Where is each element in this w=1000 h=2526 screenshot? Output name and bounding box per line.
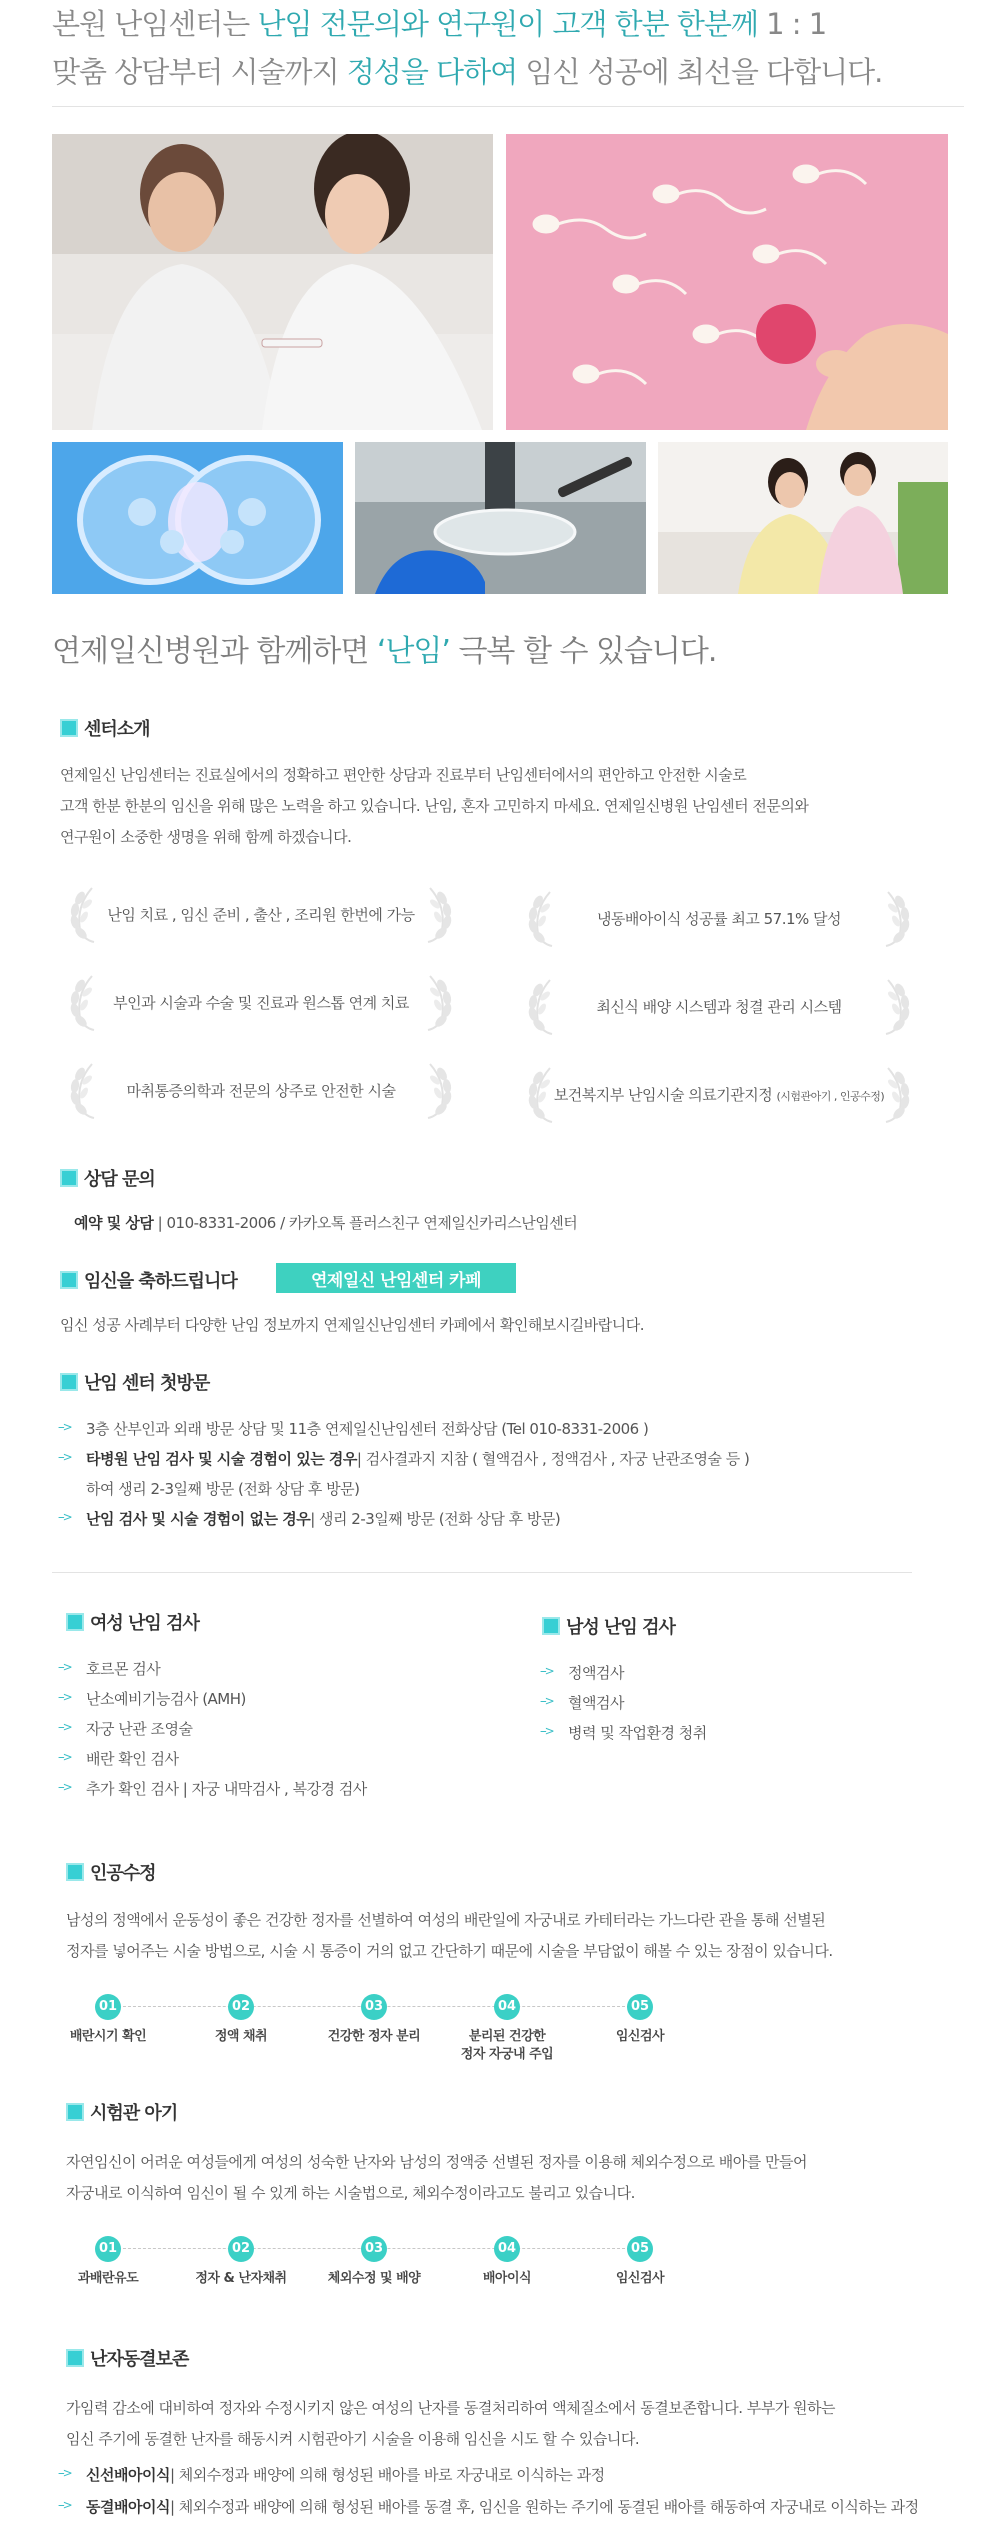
step-number: 05 <box>627 1994 653 2020</box>
congrats-text: 임신 성공 사례부터 다양한 난임 정보까지 연제일신난임센터 카페에서 확인해보시길바랍니다. <box>60 1316 645 1334</box>
laurel-right-icon <box>424 972 456 1032</box>
double-arrow-icon: --> <box>58 1510 71 1524</box>
step-label: 정자 & 난자채취 <box>195 2271 287 2286</box>
double-arrow-icon: --> <box>58 2466 71 2480</box>
section-heading-first-visit: 난임 센터 첫방문 <box>60 1370 209 1394</box>
step-label: 과배란유도 <box>77 2271 139 2286</box>
laurel-left-icon <box>66 1060 98 1120</box>
list-item: --> 자궁 난관 조영술 <box>58 1720 193 1738</box>
list-item: --> 호르몬 검사 <box>58 1660 161 1678</box>
iui-steps <box>0 1994 1000 2064</box>
double-arrow-icon: --> <box>58 2498 71 2512</box>
double-arrow-icon: --> <box>58 1420 71 1434</box>
square-bullet-icon <box>66 1863 84 1881</box>
double-arrow-icon: --> <box>58 1780 71 1794</box>
list-item: --> 난임 검사 및 시술 경험이 없는 경우 | 생리 2-3일째 방문 (전화 상담 후 방문) <box>58 1510 561 1528</box>
step-label: 정액 채취 <box>214 2029 268 2044</box>
feature-badge <box>524 976 914 1036</box>
center-description: 연제일신 난임센터는 진료실에서의 정확하고 편안한 상담과 진료부터 난임센터에서의 편안하고 안전한 시술로 고객 한분 한분의 임신을 위해 많은 노력을 하고 있습니다. 난임, 혼자 고민하지 마세요. 연제일신병원 난임센터 전문의와 연구원이 소중한 생명을 위해 함께 하겠습니다. <box>60 766 809 846</box>
step-label: 분리된 건강한 정자 자궁내 주입 <box>460 2029 554 2062</box>
section-heading-male-test: 남성 난임 검사 <box>542 1614 675 1638</box>
section-heading-female-test: 여성 난임 검사 <box>66 1610 199 1634</box>
list-item: --> 동결배아이식 | 체외수정과 배양에 의해 형성된 배아를 동결 후, 임신을 원하는 주기에 동결된 배아를 해동하여 자궁내로 이식하는 과정 <box>58 2498 919 2516</box>
process-step <box>309 2236 439 2288</box>
process-step <box>575 1994 705 2046</box>
list-item: --> 추가 확인 검사 | 자궁 내막검사 , 복강경 검사 <box>58 1780 367 1798</box>
feature-badge <box>66 972 456 1032</box>
list-item: 하여 생리 2-3일째 방문 (전화 상담 후 방문) <box>86 1480 360 1498</box>
square-bullet-icon <box>542 1617 560 1635</box>
double-arrow-icon: --> <box>540 1724 553 1738</box>
step-number: 02 <box>228 1994 254 2020</box>
laurel-left-icon <box>524 888 556 948</box>
laurel-left-icon <box>524 1064 556 1124</box>
square-bullet-icon <box>60 719 78 737</box>
photo-embryo-cells <box>52 442 343 594</box>
divider <box>52 1572 912 1573</box>
first-visit-list <box>58 1418 749 1538</box>
photo-lab-petri-dish <box>355 442 646 594</box>
square-bullet-icon <box>60 1169 78 1187</box>
process-step <box>176 1994 306 2046</box>
laurel-right-icon <box>424 1060 456 1120</box>
double-arrow-icon: --> <box>58 1660 71 1674</box>
feature-badge <box>524 1064 914 1124</box>
process-step <box>43 1994 173 2046</box>
process-step <box>442 2236 572 2288</box>
feature-badge-label: 부인과 시술과 수술 및 진료과 원스톱 연계 치료 <box>113 993 409 1012</box>
step-number: 03 <box>361 2236 387 2262</box>
step-label: 배아이식 <box>482 2271 532 2286</box>
double-arrow-icon: --> <box>58 1720 71 1734</box>
egg-freeze-description: 가임력 감소에 대비하여 정자와 수정시키지 않은 여성의 난자를 동결처리하여 액체질소에서 동결보존합니다. 부부가 원하는 임신 주기에 동결한 난자를 해동시켜 시험관아기 시술을 이용해 임신을 시도 할 수 있습니다. <box>66 2399 835 2448</box>
double-arrow-icon: --> <box>58 1450 71 1464</box>
list-item: --> 병력 및 작업환경 청취 <box>540 1724 707 1742</box>
step-label: 임신검사 <box>615 2029 665 2044</box>
step-number: 01 <box>95 1994 121 2020</box>
step-label: 임신검사 <box>615 2271 665 2286</box>
list-item: --> 3층 산부인과 외래 방문 상담 및 11층 연제일신난임센터 전화상담 (Tel 010-8331-2006 ) <box>58 1420 649 1438</box>
section-heading-congrats: 임신을 축하드립니다 <box>60 1268 237 1292</box>
feature-badge-label: 최신식 배양 시스템과 청결 관리 시스템 <box>596 997 842 1016</box>
feature-badge <box>524 888 914 948</box>
step-label: 건강한 정자 분리 <box>327 2029 421 2044</box>
section-heading-consult: 상담 문의 <box>60 1166 155 1190</box>
feature-badge-label: 난임 치료 , 임신 준비 , 출산 , 조리원 한번에 가능 <box>107 905 415 924</box>
feature-badge <box>66 1060 456 1120</box>
list-item: --> 혈액검사 <box>540 1694 624 1712</box>
male-test-list <box>540 1662 707 1752</box>
list-item: --> 배란 확인 검사 <box>58 1750 179 1768</box>
section-heading-center: 센터소개 <box>60 716 150 740</box>
process-step <box>575 2236 705 2288</box>
feature-badge-label: 냉동배아이식 성공률 최고 57.1% 달성 <box>596 909 842 928</box>
tagline: 연제일신병원과 함께하면 ‘난임’ 극복 할 수 있습니다. <box>52 634 717 669</box>
intro-line-1: 본원 난임센터는 난임 전문의와 연구원이 고객 한분 한분께 1 : 1 <box>52 7 827 41</box>
list-item: --> 타병원 난임 검사 및 시술 경험이 있는 경우 | 검사결과지 지참 ( 혈액검사 , 정액검사 , 자궁 난관조영술 등 ) <box>58 1450 750 1468</box>
photo-sperm-egg <box>506 134 948 430</box>
section-heading-ivf: 시험관 아기 <box>66 2100 177 2124</box>
consult-contact: 예약 및 상담 | 010-8331-2006 / 카카오톡 플러스친구 연제일신카리스난임센터 <box>74 1214 578 1232</box>
intro-text <box>52 0 962 96</box>
laurel-right-icon <box>882 888 914 948</box>
photo-couple-pregnancy-test <box>52 134 493 430</box>
step-number: 04 <box>494 1994 520 2020</box>
square-bullet-icon <box>66 2103 84 2121</box>
process-step <box>43 2236 173 2288</box>
square-bullet-icon <box>60 1373 78 1391</box>
ivf-description: 자연임신이 어려운 여성들에게 여성의 성숙한 난자와 남성의 정액중 선별된 정자를 이용해 체외수정으로 배아를 만들어 자궁내로 이식하여 임신이 될 수 있게 하는 시술법으로, 체외수정이라고도 불리고 있습니다. <box>66 2153 807 2202</box>
cafe-link-button[interactable]: 연제일신 난임센터 카페 <box>276 1263 516 1293</box>
double-arrow-icon: --> <box>540 1694 553 1708</box>
list-item: --> 신선배아이식 | 체외수정과 배양에 의해 형성된 배아를 바로 자궁내로 이식하는 과정 <box>58 2466 605 2484</box>
laurel-left-icon <box>66 884 98 944</box>
laurel-left-icon <box>524 976 556 1036</box>
female-test-list <box>58 1658 367 1808</box>
process-step <box>309 1994 439 2046</box>
process-step <box>442 1994 572 2064</box>
square-bullet-icon <box>66 2349 84 2367</box>
divider <box>52 106 964 107</box>
double-arrow-icon: --> <box>58 1690 71 1704</box>
feature-badge-label: 보건복지부 난임시술 의료기관지정 (시험관아기 , 인공수정) <box>553 1085 885 1104</box>
ivf-steps <box>0 2236 1000 2306</box>
feature-badge-label: 마취통증의학과 전문의 상주로 안전한 시술 <box>126 1081 396 1100</box>
double-arrow-icon: --> <box>540 1664 553 1678</box>
laurel-right-icon <box>424 884 456 944</box>
list-item: --> 정액검사 <box>540 1664 624 1682</box>
step-number: 04 <box>494 2236 520 2262</box>
embryo-transfer-list <box>58 2464 919 2526</box>
square-bullet-icon <box>66 1613 84 1631</box>
step-number: 05 <box>627 2236 653 2262</box>
double-arrow-icon: --> <box>58 1750 71 1764</box>
laurel-right-icon <box>882 1064 914 1124</box>
step-number: 02 <box>228 2236 254 2262</box>
intro-line-2: 맞춤 상담부터 시술까지 정성을 다하여 임신 성공에 최선을 다합니다. <box>52 55 883 89</box>
step-number: 01 <box>95 2236 121 2262</box>
step-number: 03 <box>361 1994 387 2020</box>
iui-description: 남성의 정액에서 운동성이 좋은 건강한 정자를 선별하여 여성의 배란일에 자궁내로 카테터라는 가느다란 관을 통해 선별된 정자를 넣어주는 시술 방법으로, 시술 시 통증이 거의 없고 간단하기 때문에 시술을 부담없이 해볼 수 있는 장점이 있습니다. <box>66 1911 833 1960</box>
feature-badge <box>66 884 456 944</box>
list-item: --> 난소예비기능검사 (AMH) <box>58 1690 246 1708</box>
laurel-left-icon <box>66 972 98 1032</box>
section-heading-egg-freeze: 난자동결보존 <box>66 2346 188 2370</box>
step-label: 체외수정 및 배양 <box>327 2271 421 2286</box>
laurel-right-icon <box>882 976 914 1036</box>
square-bullet-icon <box>60 1271 78 1289</box>
process-step <box>176 2236 306 2288</box>
step-label: 배란시기 확인 <box>69 2029 147 2044</box>
photo-pregnant-couple <box>658 442 948 594</box>
section-heading-iui: 인공수정 <box>66 1860 156 1884</box>
